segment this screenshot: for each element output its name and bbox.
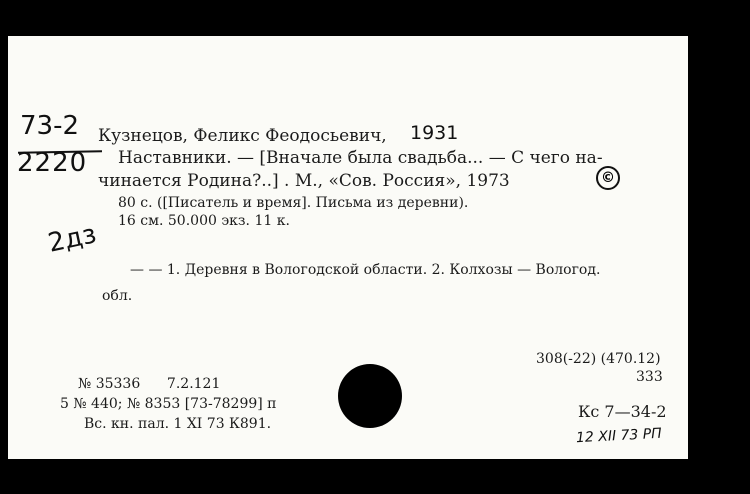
pages-line: 80 с. ([Писатель и время]. Письма из деревни). <box>118 195 469 211</box>
handwritten-date: 12 XII 73 РП <box>575 425 663 447</box>
subjects-line-2: обл. <box>102 288 133 304</box>
chamber-line: Вс. кн. пал. 1 XI 73 К891. <box>84 416 272 432</box>
catalog-card <box>8 36 688 459</box>
copyright-mark: © <box>596 166 620 190</box>
handwritten-call-number-top: 73-2 <box>20 111 80 141</box>
punch-hole <box>338 364 402 428</box>
author-line: Кузнецов, Феликс Феодосьевич, <box>98 126 387 146</box>
size-line: 16 см. 50.000 экз. 11 к. <box>118 213 290 229</box>
classification: 308(-22) (470.12) <box>536 351 661 367</box>
registration-line: 5 № 440; № 8353 [73-78299] п <box>60 396 277 412</box>
title-line-1: Наставники. — [Вначале была свадьба... — С чего на- <box>118 148 603 168</box>
subjects-line-1: — — 1. Деревня в Вологодской области. 2. Колхозы — Вологод. <box>130 262 601 278</box>
classification-sub: 333 <box>636 369 663 385</box>
catalog-code: Кс 7—34-2 <box>578 402 667 421</box>
title-line-2: чинается Родина?..] . М., «Сов. Россия», 1973 <box>98 171 510 191</box>
number-line: № 35336 7.2.121 <box>78 376 221 392</box>
handwritten-birth-year: 1931 <box>410 122 459 144</box>
handwritten-side-mark: 2дз <box>45 219 99 259</box>
handwritten-call-number-bottom: 2220 <box>17 148 88 178</box>
